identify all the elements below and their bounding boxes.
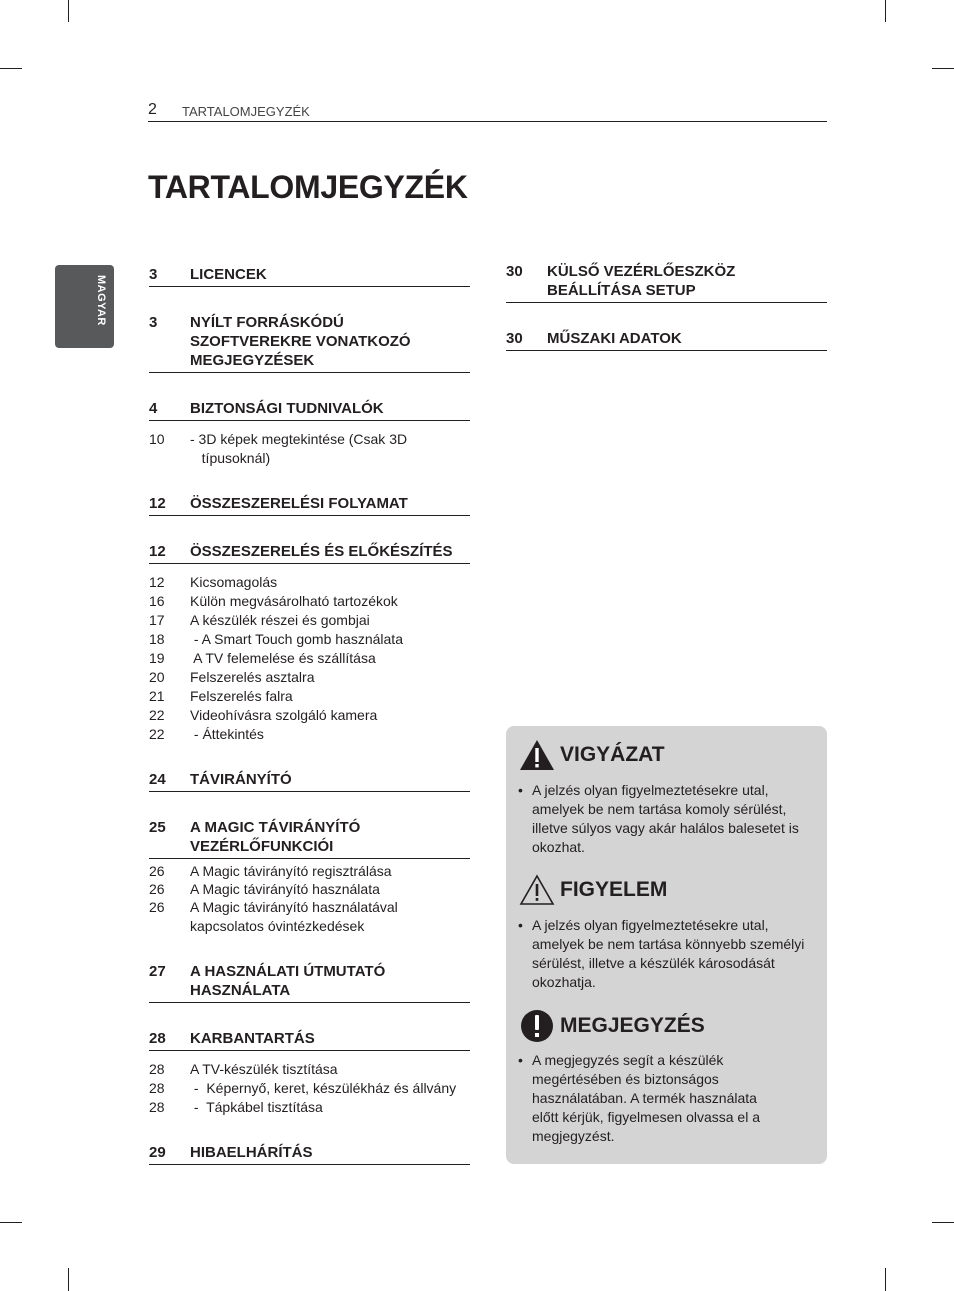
toc-page-number: 25 — [149, 819, 166, 836]
note-line: használatában. A termék használata — [532, 1090, 757, 1106]
note-heading — [518, 1007, 705, 1045]
toc-entry-title — [190, 611, 370, 630]
toc-page-number: 17 — [149, 612, 165, 628]
toc-entry-title — [190, 630, 403, 649]
toc-subentry — [149, 862, 470, 881]
toc-section-entry — [149, 962, 470, 1003]
warning-triangle-outline-icon — [518, 871, 556, 909]
crop-mark — [885, 0, 886, 22]
warning-line: okozhatja. — [532, 974, 596, 990]
running-header: TARTALOMJEGYZÉK — [182, 104, 310, 119]
toc-entry-title — [547, 329, 682, 348]
toc-section-entry — [149, 1143, 470, 1165]
toc-right-column — [506, 262, 827, 351]
toc-page-number: 22 — [149, 707, 165, 723]
toc-subentry — [149, 687, 470, 706]
caution-line: okozhat. — [532, 839, 585, 855]
caution-heading — [518, 736, 665, 774]
caution-line: amelyek be nem tartása komoly sérülést, — [532, 801, 787, 817]
toc-subentry — [149, 898, 470, 936]
toc-subentry — [149, 611, 470, 630]
toc-entry-title — [190, 542, 453, 561]
toc-subentry — [149, 880, 470, 899]
toc-entry-title — [190, 1029, 315, 1048]
toc-entry-line: - Tápkábel tisztítása — [190, 1099, 323, 1115]
toc-subentry — [149, 706, 470, 725]
toc-entry-line: Felszerelés falra — [190, 688, 293, 704]
toc-page-number: 28 — [149, 1061, 165, 1077]
caution-line: A jelzés olyan figyelmeztetésekre utal, — [532, 782, 769, 798]
toc-entry-line: A készülék részei és gombjai — [190, 612, 370, 628]
toc-entry-line: HIBAELHÁRÍTÁS — [190, 1144, 313, 1161]
toc-page-number: 22 — [149, 726, 165, 742]
toc-entry-line: A Magic távirányító regisztrálása — [190, 863, 392, 879]
toc-entry-line: - Képernyő, keret, készülékház és állvány — [190, 1080, 457, 1096]
toc-entry-line: A TV-készülék tisztítása — [190, 1061, 338, 1077]
toc-section-entry — [149, 1029, 470, 1051]
caution-label: VIGYÁZAT — [560, 743, 665, 766]
toc-entry-title — [190, 770, 292, 789]
crop-mark — [932, 68, 954, 69]
toc-subentry — [149, 668, 470, 687]
warning-triangle-filled-icon — [518, 736, 556, 774]
toc-page-number: 26 — [149, 863, 165, 879]
toc-entry-title — [190, 706, 377, 725]
toc-subentry — [149, 725, 470, 744]
toc-subentry — [149, 630, 470, 649]
toc-section-entry — [149, 313, 470, 373]
toc-section-entry — [149, 399, 470, 421]
toc-subentry — [149, 1079, 470, 1098]
toc-page-number: 10 — [149, 431, 165, 447]
toc-entry-title — [190, 1060, 338, 1079]
toc-entry-title — [190, 1079, 456, 1098]
warning-line: A jelzés olyan figyelmeztetésekre utal, — [532, 917, 769, 933]
toc-entry-line: típusoknál) — [190, 450, 271, 466]
note-line: A megjegyzés segít a készülék — [532, 1052, 724, 1068]
page-title: TARTALOMJEGYZÉK — [148, 169, 468, 205]
note-line: előtt kérjük, figyelmesen olvassa el a — [532, 1109, 760, 1125]
toc-page-number: 18 — [149, 631, 165, 647]
toc-entry-title — [190, 649, 376, 668]
toc-section-entry — [149, 494, 470, 516]
warning-line: sérülést, illetve a készülék károsodását — [532, 955, 775, 971]
toc-entry-line: TÁVIRÁNYÍTÓ — [190, 771, 292, 788]
toc-entry-title — [190, 725, 264, 744]
toc-entry-line: Külön megvásárolható tartozékok — [190, 593, 398, 609]
toc-section-entry — [506, 262, 827, 303]
crop-mark — [932, 1222, 954, 1223]
caution-text: • A jelzés olyan figyelmeztetésekre utal, amelyek be nem tartása komoly sérülést, illetve súlyos vagy akár halálos balesetet is okozhat. — [518, 781, 818, 857]
toc-page-number: 28 — [149, 1030, 166, 1047]
toc-entry-line: NYÍLT FORRÁSKÓDÚ — [190, 314, 344, 331]
toc-entry-line: A MAGIC TÁVIRÁNYÍTÓ — [190, 819, 361, 836]
toc-entry-line: kapcsolatos óvintézkedések — [190, 918, 365, 934]
toc-entry-line: - 3D képek megtekintése (Csak 3D — [190, 431, 408, 447]
toc-entry-title — [190, 1098, 323, 1117]
toc-page-number: 16 — [149, 593, 165, 609]
toc-entry-line: VEZÉRLŐFUNKCIÓI — [190, 838, 334, 855]
toc-subentry — [149, 1098, 470, 1117]
toc-page-number: 3 — [149, 266, 158, 283]
warning-label: FIGYELEM — [560, 878, 668, 901]
crop-mark — [885, 1268, 886, 1291]
toc-page-number: 4 — [149, 400, 158, 417]
toc-entry-title — [190, 430, 407, 468]
toc-page-number: 3 — [149, 314, 158, 331]
crop-mark — [0, 68, 22, 69]
toc-section-entry — [149, 770, 470, 792]
toc-entry-title — [190, 399, 384, 418]
toc-subentry — [149, 573, 470, 592]
language-label: MAGYAR — [95, 275, 107, 326]
toc-section-entry — [149, 265, 470, 287]
toc-entry-line: HASZNÁLATA — [190, 982, 291, 999]
toc-entry-title — [190, 818, 360, 856]
toc-subentry — [149, 649, 470, 668]
toc-page-number: 12 — [149, 495, 166, 512]
toc-entry-line: - Áttekintés — [190, 726, 264, 742]
toc-entry-line: SZOFTVEREKRE VONATKOZÓ — [190, 333, 411, 350]
toc-entry-title — [190, 573, 277, 592]
toc-subentry — [149, 430, 470, 468]
toc-entry-line: BIZTONSÁGI TUDNIVALÓK — [190, 400, 384, 417]
toc-section-entry — [149, 542, 470, 564]
toc-entry-line: A Magic távirányító használatával — [190, 899, 398, 915]
toc-page-number: 29 — [149, 1144, 166, 1161]
toc-entry-title — [190, 962, 385, 1000]
toc-page-number: 21 — [149, 688, 165, 704]
toc-subentry — [149, 592, 470, 611]
note-line: megjegyzést. — [532, 1128, 615, 1144]
toc-entry-line: LICENCEK — [190, 266, 267, 283]
crop-mark — [68, 0, 69, 22]
toc-entry-title — [190, 494, 408, 513]
toc-entry-line: ÖSSZESZERELÉS ÉS ELŐKÉSZÍTÉS — [190, 543, 453, 560]
toc-entry-line: A Magic távirányító használata — [190, 881, 380, 897]
toc-page-number: 26 — [149, 899, 165, 915]
crop-mark — [0, 1222, 22, 1223]
toc-page-number: 30 — [506, 330, 523, 347]
toc-entry-title — [190, 880, 380, 899]
toc-entry-title — [190, 668, 315, 687]
toc-entry-title — [190, 898, 398, 936]
toc-page-number: 27 — [149, 963, 166, 980]
toc-page-number: 26 — [149, 881, 165, 897]
toc-section-entry — [149, 818, 470, 859]
toc-entry-title — [190, 265, 267, 284]
toc-entry-line: Felszerelés asztalra — [190, 669, 315, 685]
toc-entry-line: - A Smart Touch gomb használata — [190, 631, 403, 647]
toc-entry-title — [547, 262, 735, 300]
note-text: • A megjegyzés segít a készülék megértésében és biztonságos használatában. A termék használata előtt kérjük, figyelmesen olvassa el a megjegyzést. — [518, 1051, 818, 1146]
warning-text: • A jelzés olyan figyelmeztetésekre utal, amelyek be nem tartása könnyebb személyi sérülést, illetve a készülék károsodását okozhatja. — [518, 916, 823, 992]
toc-entry-line: KARBANTARTÁS — [190, 1030, 315, 1047]
warning-line: amelyek be nem tartása könnyebb személyi — [532, 936, 805, 952]
toc-page-number: 24 — [149, 771, 166, 788]
toc-entry-line: KÜLSŐ VEZÉRLŐESZKÖZ — [547, 263, 736, 280]
toc-section-entry — [506, 329, 827, 351]
crop-mark — [68, 1268, 69, 1291]
note-label: MEGJEGYZÉS — [560, 1014, 705, 1037]
toc-page-number: 20 — [149, 669, 165, 685]
toc-page-number: 28 — [149, 1080, 165, 1096]
exclamation-circle-icon — [518, 1007, 556, 1045]
toc-entry-line: BEÁLLÍTÁSA SETUP — [547, 282, 696, 299]
header-rule — [148, 121, 827, 122]
toc-page-number: 12 — [149, 574, 165, 590]
toc-entry-title — [190, 313, 411, 370]
toc-subentry — [149, 1060, 470, 1079]
toc-page-number: 19 — [149, 650, 165, 666]
toc-entry-line: ÖSSZESZERELÉSI FOLYAMAT — [190, 495, 408, 512]
toc-entry-line: Kicsomagolás — [190, 574, 278, 590]
toc-left-column — [149, 265, 470, 1165]
caution-line: illetve súlyos vagy akár halálos balesetet is — [532, 820, 799, 836]
toc-entry-title — [190, 1143, 313, 1162]
note-line: megértésében és biztonságos — [532, 1071, 719, 1087]
toc-page-number: 30 — [506, 263, 523, 280]
toc-entry-line: MEGJEGYZÉSEK — [190, 352, 315, 369]
toc-entry-title — [190, 592, 398, 611]
page-number: 2 — [148, 101, 157, 118]
warning-heading — [518, 871, 667, 909]
toc-entry-line: MŰSZAKI ADATOK — [547, 330, 682, 347]
toc-page-number: 28 — [149, 1099, 165, 1115]
toc-entry-title — [190, 687, 293, 706]
toc-entry-title — [190, 862, 392, 881]
toc-entry-line: Videohívásra szolgáló kamera — [190, 707, 378, 723]
toc-entry-line: A HASZNÁLATI ÚTMUTATÓ — [190, 963, 386, 980]
toc-page-number: 12 — [149, 543, 166, 560]
language-tab — [55, 265, 114, 348]
notice-box — [506, 726, 827, 1164]
toc-entry-line: A TV felemelése és szállítása — [190, 650, 376, 666]
